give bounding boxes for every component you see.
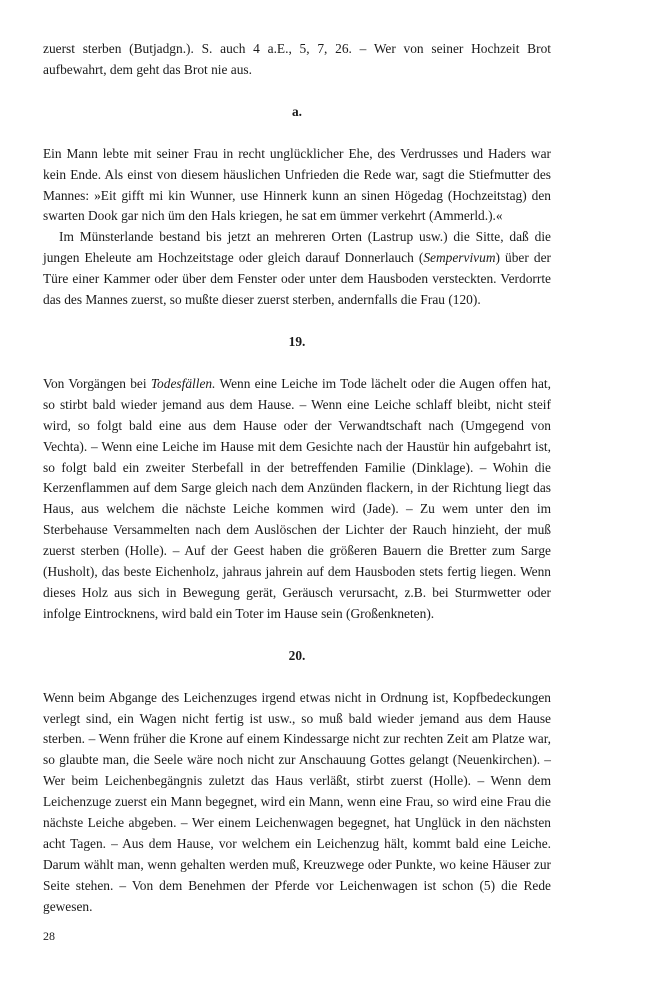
section-19-paragraph [43,374,551,625]
section-heading-20: 20. [288,647,306,663]
section-a-paragraph-2-italic: Sempervivum [423,250,496,266]
section-19-text-b: Wenn eine Leiche im Tode lächelt oder die Augen offen hat, so stirbt bald wieder jemand aus dem Hause. – Wenn eine Leiche schlaff bleibt, nicht steif wird, so folgt bald eine aus dem Hause oder der Verwandtschaft nach (Umgegend von Vechta). – Wenn eine Leiche im Hause mit dem Gesichte nach der Haustür hin aufgebahrt ist, so folgt bald ein zweiter Sterbefall in der betreffenden Familie (Dinklage). – Wohin die Kerzenflammen auf dem Sarge gleich nach dem Anzünden flackern, in der Richtung liegt das Haus, aus welchem die nächste Leiche kommen wird (Jade). – Zu wem unter den im Sterbehause Versammelten nach dem Auslöschen der Lichter der Rauch hinzieht, der muß zuerst sterben (Holle). – Auf der Geest haben die größeren Bauern die Bretter zum Sarge (Husholt), das beste Eichenholz, jahraus jahrein auf dem Hausboden stets fertig liegen. Wenn dieses Holz aus sich in Bewegung gerät, Geräusch verursacht, z.B. bei Sturmwetter oder infolge Eintrocknens, wird bald ein Toter im Hause sein (Großenkneten). [43,375,551,621]
page-number: 28 [43,929,55,943]
section-heading-a: a. [291,103,303,119]
section-a-paragraph-2-text-a: Im Münsterlande bestand bis jetzt an mehreren Orten (Lastrup usw.) die Sitte, daß die jungen Eheleute am Hochzeitstage oder gleich darauf Donnerlauch ( [43,229,551,266]
section-a-paragraph-2-text-b: ) über der Türe einer Kammer oder über dem Fenster oder unter dem Hausboden versteckten. Verdorrte das des Mannes zuerst, so mußte dieser zuerst sterben, andernfalls die Frau (120). [43,250,551,308]
section-20-paragraph: Wenn beim Abgange des Leichenzuges irgend etwas nicht in Ordnung ist, Kopfbedeckungen verlegt sind, ein Wagen nicht fertig ist usw., so muß bald wieder jemand aus dem Hause sterben. – Wenn früher die Krone auf einem Kindessarge nicht zur rechten Zeit am Platze war, so glaubte man, die Seele wäre noch nicht zur Anschauung Gottes gelangt (Neuenkirchen). – Wer beim Leichenbegängnis zuletzt das Haus verläßt, stirbt zuerst (Holle). – Wenn dem Leichenzuge zuerst ein Mann begegnet, wird ein Mann, wenn eine Frau, so wird eine Frau die nächste Leiche abgeben. – Wer einem Leichenwagen begegnet, hat Unglück in den nächsten acht Tagen. – Aus dem Hause, vor welchem ein Leichenzug hält, kommt bald eine Leiche. Darum wählt man, wenn gehalten werden muß, Kreuzwege oder Punkte, wo keine Häuser zur Seite stehen. – Von dem Benehmen der Pferde vor Leichenwagen ist schon (5) die Rede gewesen. [43,689,551,914]
section-a-paragraph-2 [43,227,551,311]
intro-paragraph: zuerst sterben (Butjadgn.). S. auch 4 a.E., 5, 7, 26. – Wer von seiner Hochzeit Brot aufbewahrt, dem geht das Brot nie aus. [43,41,551,77]
section-a-paragraph-1: Ein Mann lebte mit seiner Frau in recht unglücklicher Ehe, des Verdrusses und Haders war kein Ende. Als einst von diesem häuslichen Unfrieden die Rede war, sagt die Stiefmutter des Mannes: »Eit gifft mi kin Wunner, use Hinnerk kunn an sinen Högedag (Hochzeitstag) den swarten Dook gar nich üm den Hals kriegen, he sat em ümmer verkehrt (Ammerld.).« [43,145,551,224]
section-heading-19: 19. [288,333,306,349]
section-19-italic: Todesfällen. [150,375,216,391]
page-body [43,39,551,918]
section-19-text-a: Von Vorgängen bei [43,375,151,391]
